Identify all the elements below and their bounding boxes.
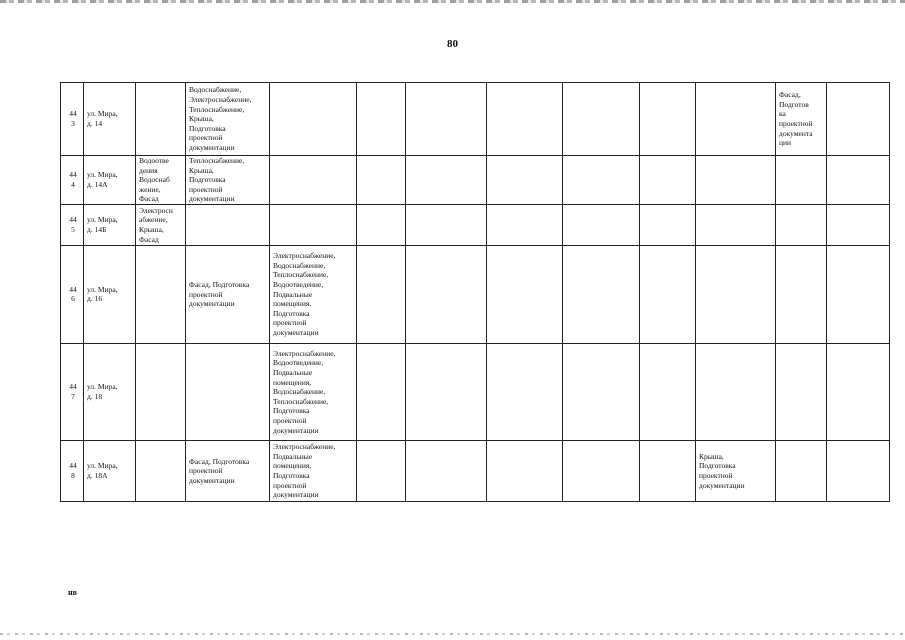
works-cell (776, 156, 827, 205)
empty-cell (487, 204, 563, 245)
empty-cell (696, 343, 776, 440)
address-cell: ул. Мира, д. 14А (84, 156, 136, 205)
works-cell (776, 440, 827, 501)
empty-cell (487, 156, 563, 205)
repair-schedule-table (60, 82, 890, 502)
table-row (61, 83, 890, 156)
works-cell: Крыша, Подготовка проектной документации (696, 440, 776, 501)
works-cell (270, 156, 357, 205)
empty-cell (563, 156, 640, 205)
scan-edge-top (0, 0, 905, 3)
works-cell (776, 343, 827, 440)
works-cell (136, 83, 186, 156)
empty-cell (563, 440, 640, 501)
empty-cell (827, 156, 890, 205)
row-number-cell: 44 5 (61, 204, 84, 245)
works-cell: Фасад, Подготовка проектной документации (186, 440, 270, 501)
empty-cell (696, 245, 776, 343)
table-row (61, 440, 890, 501)
empty-cell (406, 156, 487, 205)
empty-cell (827, 204, 890, 245)
table-row (61, 156, 890, 205)
empty-cell (563, 245, 640, 343)
empty-cell (696, 83, 776, 156)
table-row (61, 343, 890, 440)
works-cell: Водоотве дения Водоснаб жение, Фасад (136, 156, 186, 205)
empty-cell (827, 343, 890, 440)
empty-cell (827, 83, 890, 156)
address-cell: ул. Мира, д. 16 (84, 245, 136, 343)
works-cell: Водоснабжение, Электроснабжение, Теплоснабжение, Крыша, Подготовка проектной документации (186, 83, 270, 156)
empty-cell (696, 156, 776, 205)
works-cell (270, 83, 357, 156)
address-cell: ул. Мира, д. 14Б (84, 204, 136, 245)
works-cell: Фасад, Подготов ка проектной документа ции (776, 83, 827, 156)
works-cell (136, 440, 186, 501)
empty-cell (640, 343, 696, 440)
row-number-cell: 44 7 (61, 343, 84, 440)
empty-cell (487, 245, 563, 343)
address-cell: ул. Мира, д. 14 (84, 83, 136, 156)
empty-cell (563, 343, 640, 440)
empty-cell (357, 440, 406, 501)
empty-cell (487, 440, 563, 501)
row-number-cell: 44 6 (61, 245, 84, 343)
empty-cell (406, 83, 487, 156)
row-number-cell: 44 3 (61, 83, 84, 156)
empty-cell (406, 440, 487, 501)
page-number: 80 (447, 38, 458, 50)
works-cell: Электроснабжение, Водоотведение, Подвальные помещения, Водоснабжение, Теплоснабжение, Подготовка проектной документации (270, 343, 357, 440)
works-cell (136, 343, 186, 440)
empty-cell (827, 245, 890, 343)
address-cell: ул. Мира, д. 18А (84, 440, 136, 501)
works-cell (186, 343, 270, 440)
empty-cell (406, 343, 487, 440)
empty-cell (357, 204, 406, 245)
empty-cell (640, 204, 696, 245)
empty-cell (640, 440, 696, 501)
works-cell: Электросн абжение, Крыша, Фасад (136, 204, 186, 245)
empty-cell (357, 245, 406, 343)
works-cell: Электроснабжение, Подвальные помещения, Подготовка проектной документации (270, 440, 357, 501)
works-cell (270, 204, 357, 245)
empty-cell (357, 156, 406, 205)
empty-cell (487, 83, 563, 156)
table-row (61, 204, 890, 245)
works-cell: Теплоснабжение, Крыша, Подготовка проектной документации (186, 156, 270, 205)
empty-cell (640, 245, 696, 343)
table-row (61, 245, 890, 343)
empty-cell (696, 204, 776, 245)
empty-cell (406, 204, 487, 245)
empty-cell (357, 343, 406, 440)
row-number-cell: 44 8 (61, 440, 84, 501)
works-cell (186, 204, 270, 245)
scan-edge-bottom (0, 633, 905, 635)
empty-cell (563, 204, 640, 245)
works-cell (136, 245, 186, 343)
works-cell: Фасад, Подготовка проектной документации (186, 245, 270, 343)
empty-cell (487, 343, 563, 440)
empty-cell (563, 83, 640, 156)
works-cell (776, 245, 827, 343)
empty-cell (827, 440, 890, 501)
empty-cell (406, 245, 487, 343)
footer-mark: нв (68, 588, 77, 597)
works-cell (776, 204, 827, 245)
empty-cell (640, 156, 696, 205)
works-cell: Электроснабжение, Водоснабжение, Теплоснабжение, Водоотведение, Подвальные помещения, Подготовка проектной документации (270, 245, 357, 343)
row-number-cell: 44 4 (61, 156, 84, 205)
empty-cell (640, 83, 696, 156)
address-cell: ул. Мира, д. 18 (84, 343, 136, 440)
empty-cell (357, 83, 406, 156)
